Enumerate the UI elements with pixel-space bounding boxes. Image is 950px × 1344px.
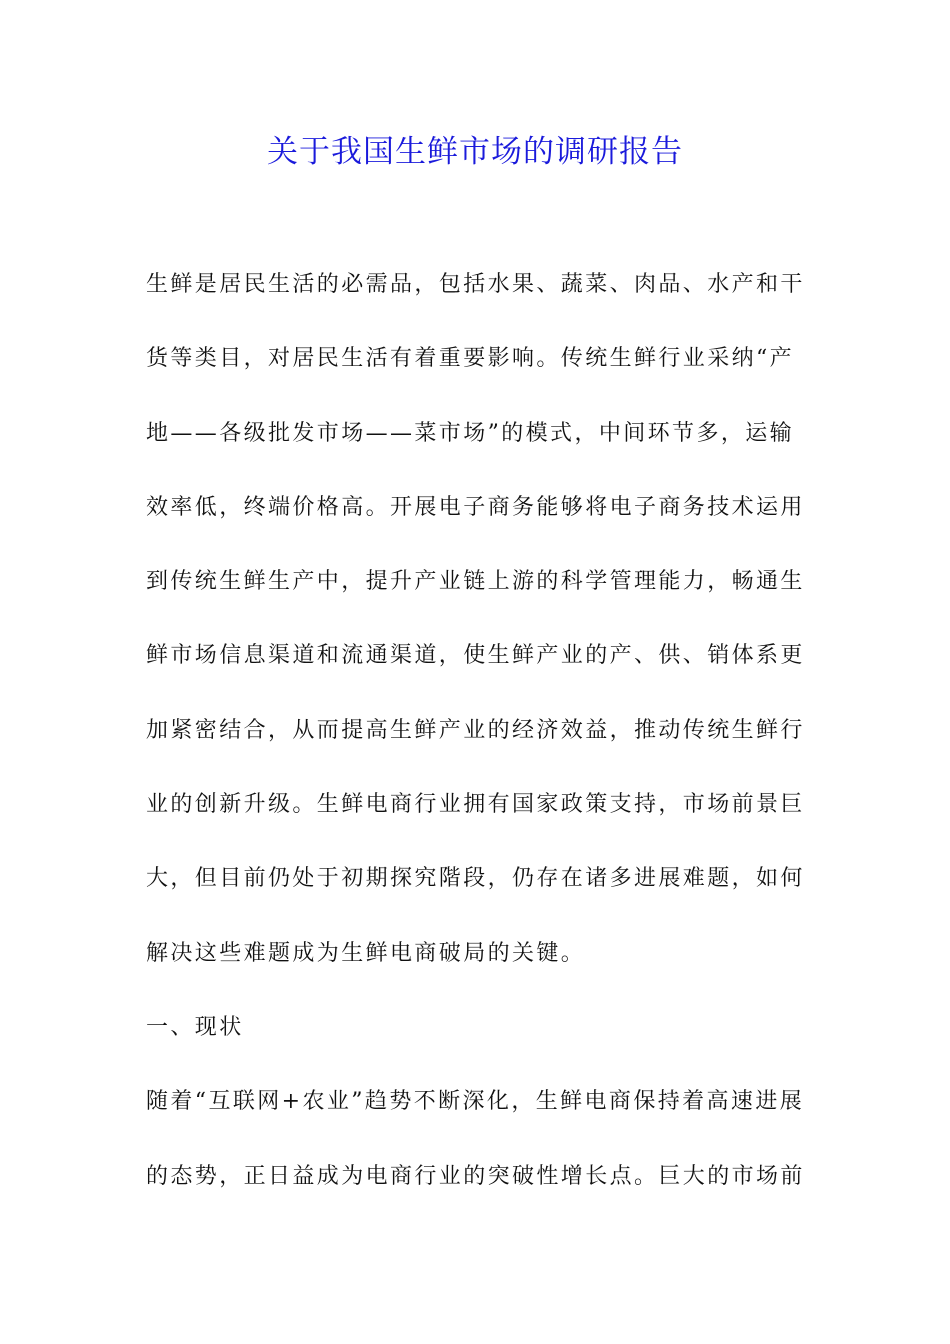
paragraph-1-line-1: 生鲜是居民生活的必需品，包括水果、蔬菜、肉品、水产和干 — [146, 272, 805, 297]
document-title: 关于我国生鲜市场的调研报告 — [267, 134, 683, 170]
paragraph-1-line-9: 大，但目前仍处于初期探究階段，仍存在诸多进展难题，如何 — [146, 866, 805, 892]
paragraph-1-line-6: 鲜市场信息渠道和流通渠道，使生鲜产业的产、供、销体系更 — [146, 643, 805, 669]
paragraph-1-line-4: 效率低，终端价格高。开展电子商务能够将电子商务技术运用 — [146, 494, 805, 520]
paragraph-1-line-5: 到传统生鲜生产中，提升产业链上游的科学管理能力，畅通生 — [146, 569, 805, 595]
paragraph-1-line-2: 货等类目，对居民生活有着重要影响。传统生鲜行业采纳“产 — [146, 346, 795, 372]
paragraph-2-line-2: 的态势，正日益成为电商行业的突破性增长点。巨大的市场前 — [146, 1163, 805, 1189]
document-body — [146, 263, 806, 1229]
paragraph-2-line-1: 随着“互联网+农业”趋势不断深化，生鲜电商保持着高速进展 — [146, 1089, 805, 1115]
paragraph-1-line-3: 地——各级批发市场——菜市场”的模式，中间环节多，运输 — [146, 420, 795, 446]
section-heading-status: 一、现状 — [146, 1014, 244, 1040]
paragraph-1-line-7: 加紧密结合，从而提高生鲜产业的经济效益，推动传统生鲜行 — [146, 717, 805, 743]
paragraph-1-line-8: 业的创新升级。生鲜电商行业拥有国家政策支持，市场前景巨 — [146, 792, 805, 818]
paragraph-1-line-10: 解决这些难题成为生鲜电商破局的关键。 — [146, 940, 586, 966]
